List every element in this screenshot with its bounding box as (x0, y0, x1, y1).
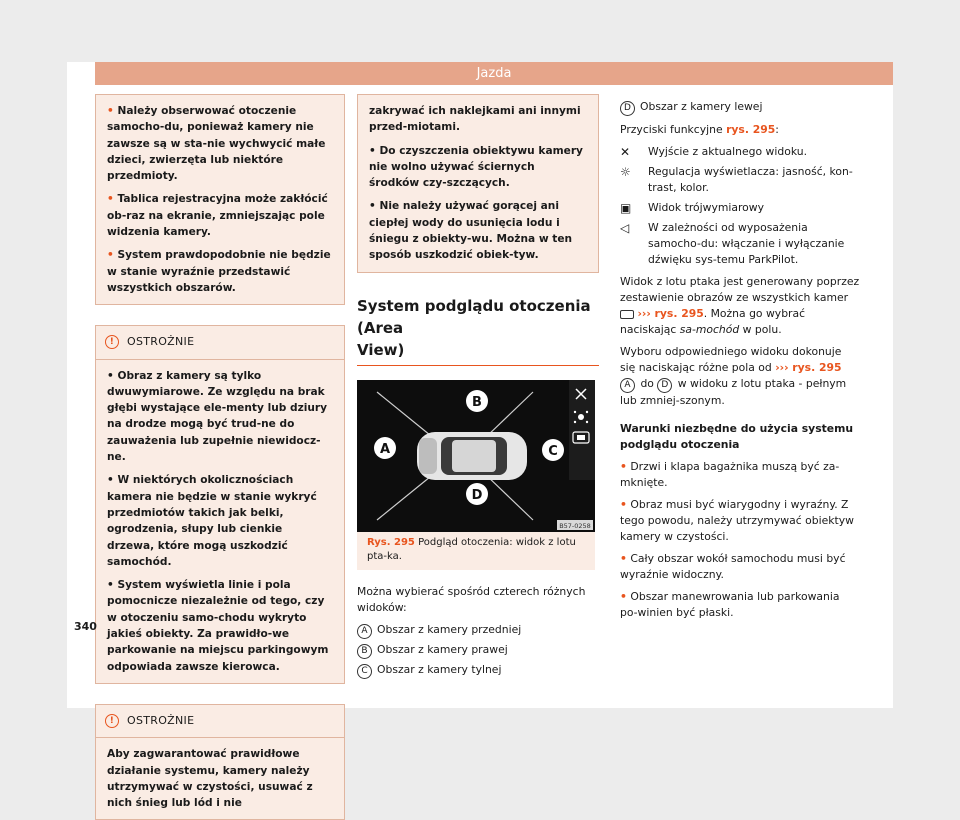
warning-box-continued: zakrywać ich naklejkami ani innymi przed-miotami. • Do czyszczenia obiektywu kamery nie wolno używać ściernych środków czy-szczących. • Nie należy używać gorącej ani ciepłej wody do usunięcia lodu i śniegu z obiekty-wu. Można w ten sposób uszkodzić obiek-tyw. (357, 94, 599, 273)
views-intro: Można wybierać spośród czterech różnych widoków: (357, 584, 586, 614)
figure-area-view (357, 380, 595, 532)
warning-text: Aby zagwarantować prawidłowe działanie systemu, kamery należy utrzymywać w czystości, usuwać z nich śnieg lub lód i nie (107, 748, 313, 810)
svg-text:C: C (548, 443, 558, 459)
warning-item: • Nie należy używać gorącej ani ciepłej wody do usunięcia lodu i śniegu z obiekty-wu. Można w ten sposób uszkodzić obiek-tyw. (369, 200, 573, 262)
condition-item: • Cały obszar wokół samochodu musi być wyraźnie widoczny. (620, 552, 846, 581)
area-view-illustration (357, 380, 595, 532)
label-b[interactable] (466, 390, 488, 412)
label-d[interactable] (466, 483, 488, 505)
view-item: A Obszar z kamery przedniej (357, 622, 599, 639)
figure-caption: Rys. 295 Podgląd otoczenia: widok z lotu pta-ka. (357, 532, 595, 570)
function-item: ▣ Widok trójwymiarowy (620, 201, 765, 215)
speaker-icon: ◁ (620, 221, 630, 235)
svg-text:D: D (471, 487, 483, 503)
right-column (620, 99, 860, 627)
function-item: ◁ W zależności od wyposażenia samocho-du: włączanie i wyłączanie dźwięku sys-temu ParkPilot. (620, 221, 845, 266)
warning-header: ! OSTROŻNIE (96, 705, 344, 738)
function-item: ☼ Regulacja wyświetlacza: jasność, kon-trast, kolor. (620, 165, 853, 194)
paragraph-birdseye: Widok z lotu ptaka jest generowany poprzez zestawienie obrazów ze wszystkich kamer ››› rys. 295. Można go wybrać naciskając sa-mochód w polu. (620, 275, 860, 336)
warning-header: ! OSTROŻNIE (96, 326, 344, 359)
condition-item: • Obszar manewrowania lub parkowania po-winien być płaski. (620, 590, 840, 619)
page-number: 340 (74, 620, 97, 633)
label-c[interactable] (542, 439, 564, 461)
note-item: • Należy obserwować otoczenie samocho-du, ponieważ kamery nie zawsze są w sta-nie wychwycić małe dzieci, zwierzęta lub niektóre przedmioty. (107, 105, 326, 183)
condition-item: • Obraz musi być wiarygodny i wyraźny. Z tego powodu, należy utrzymywać obiektyw kamery w czystości. (620, 498, 854, 543)
warning-item: • System wyświetla linie i pola pomocnicze niezależnie od tego, czy w otoczeniu samo-chodu wykryto jakieś obiekty. Za prawidło-we parkowanie na miejscu parkingowym odpowiada zawsze kierowca. (107, 579, 329, 673)
view-item: D Obszar z kamery lewej (620, 99, 860, 116)
svg-text:B: B (472, 394, 482, 410)
condition-item: • Drzwi i klapa bagażnika muszą być za-mknięte. (620, 460, 840, 489)
note-item: • Tablica rejestracyjna może zakłócić ob-raz na ekranie, zmniejszając pole widzenia kamery. (107, 193, 328, 239)
section-title: System podglądu otoczenia (Area View) (357, 295, 599, 366)
view-item: B Obszar z kamery prawej (357, 642, 599, 659)
page-header: Jazda (95, 62, 893, 85)
label-a[interactable] (374, 437, 396, 459)
warning-icon: ! (105, 335, 119, 349)
paragraph-select: Wyboru odpowiedniego widoku dokonuje się naciskając różne pola od ››› rys. 295 A do D w widoku z lotu ptaka - pełnym lub zmniej-szonym. (620, 345, 847, 407)
brightness-icon: ☼ (620, 165, 631, 179)
buttons-intro: Przyciski funkcyjne rys. 295: (620, 123, 779, 136)
car-top-view (417, 432, 527, 480)
left-column (95, 94, 345, 820)
warning-box-1 (95, 325, 345, 684)
note-item: • System prawdopodobnie nie będzie w stanie wyraźnie przedstawić wszystkich obszarów. (107, 249, 331, 294)
subheading: Warunki niezbędne do użycia systemu podglądu otoczenia (620, 422, 854, 451)
warning-item: • Obraz z kamery są tylko dwuwymiarowe. Ze względu na brak głębi wystające ele-menty lub dziury na drodze mogą być trud-ne do zauważenia lub zupełnie niewidocz-ne. (107, 369, 328, 464)
close-icon: ✕ (620, 145, 631, 159)
middle-column (357, 94, 599, 682)
notes-box (95, 94, 345, 305)
warning-item: • Do czyszczenia obiektywu kamery nie wolno używać ściernych środków czy-szczących. (369, 144, 583, 190)
camera-icon (620, 310, 634, 319)
svg-text:A: A (379, 441, 391, 457)
function-item: ✕ Wyjście z aktualnego widoku. (620, 145, 808, 159)
3d-view-icon: ▣ (620, 201, 632, 215)
figure-code: B57-0258 (559, 521, 591, 530)
view-item: C Obszar z kamery tylnej (357, 662, 599, 679)
warning-item: • W niektórych okolicznościach kamera nie będzie w stanie wykryć przedmiotów takich jak belki, ogrodzenia, słupy lub cienkie drzewa, które mogą uszkodzić samochód. (107, 474, 317, 568)
warning-icon: ! (105, 714, 119, 728)
warning-box-2 (95, 704, 345, 820)
